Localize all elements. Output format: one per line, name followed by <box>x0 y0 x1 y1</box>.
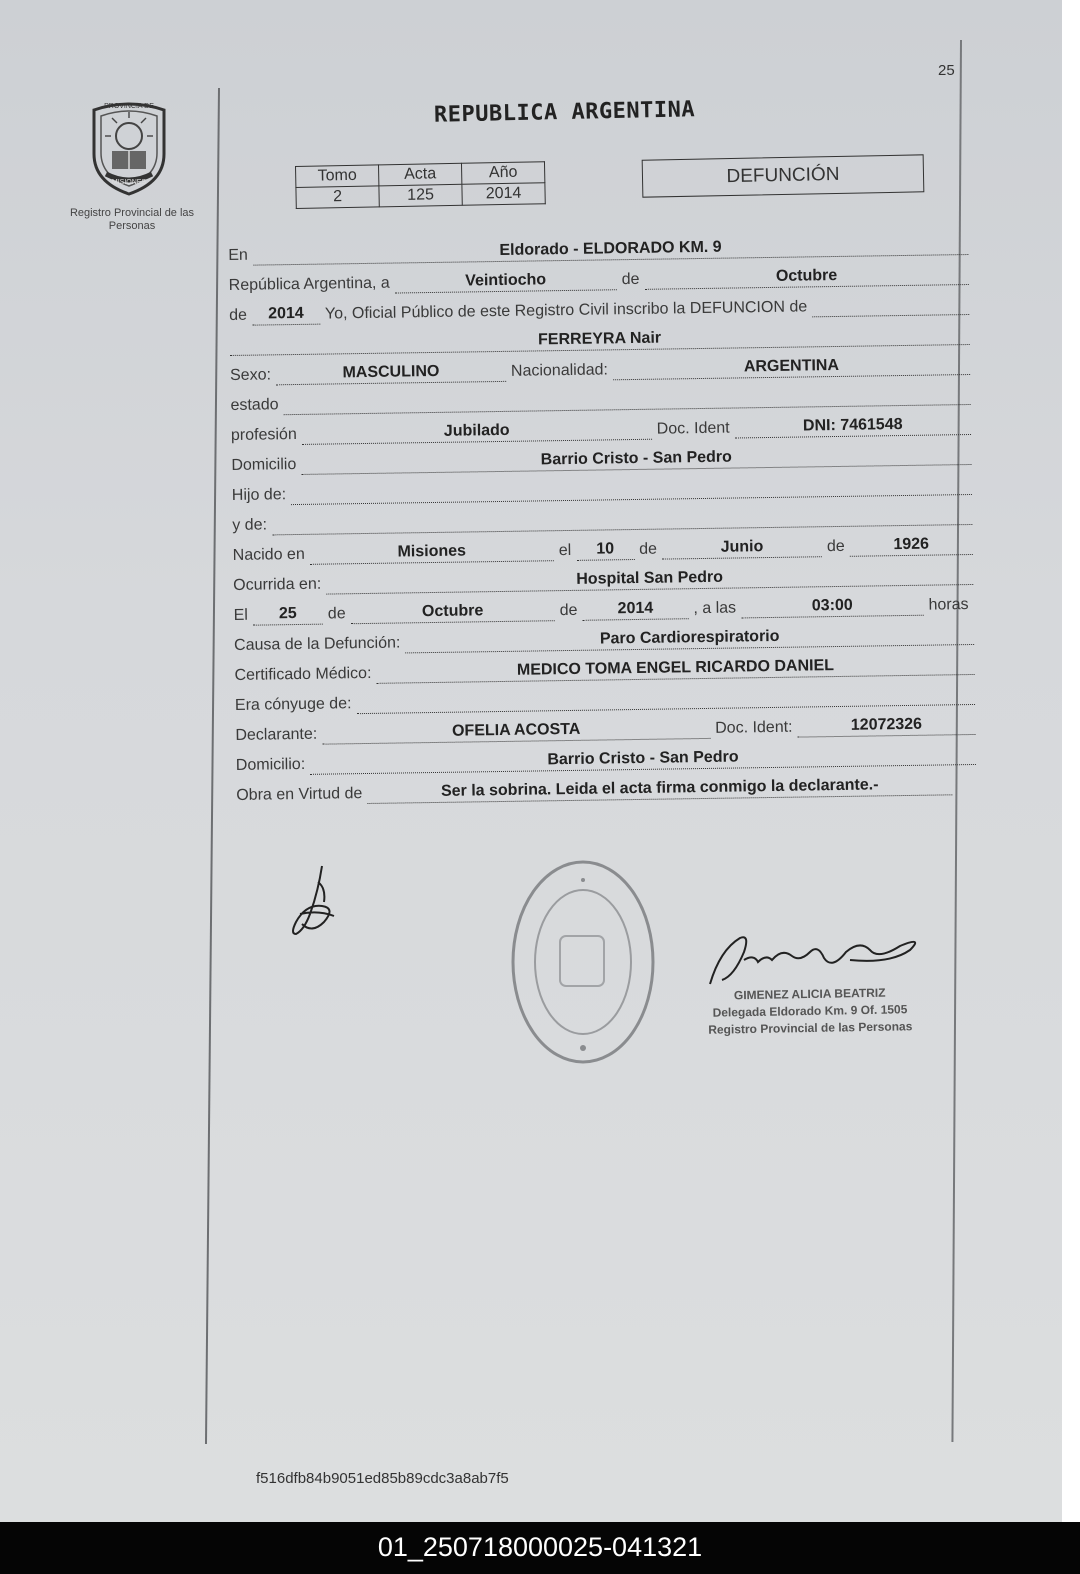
declarant-doc-label: Doc. Ident: <box>715 718 793 737</box>
official-role: Delegada Eldorado Km. 9 Of. 1505 <box>712 1002 908 1020</box>
doc-ident-value: DNI: 7461548 <box>735 414 972 439</box>
certificate-label: Certificado Médico: <box>234 664 372 684</box>
born-place-value: Misiones <box>310 540 554 565</box>
born-el-label: el <box>558 541 572 560</box>
page-number: 25 <box>938 62 955 79</box>
occurred-value: Hospital San Pedro <box>326 564 973 595</box>
place-value: Eldorado - ELDORADO KM. 9 <box>253 234 969 266</box>
year-label: de <box>229 306 248 324</box>
born-label: Nacido en <box>232 545 305 564</box>
year-value: 2014 <box>252 304 320 326</box>
death-month-value: Octubre <box>350 600 554 624</box>
scan-id-bar: 01_250718000025-041321 <box>0 1522 1080 1574</box>
occurred-label: Ocurrida en: <box>233 575 322 594</box>
death-time-value: 03:00 <box>741 595 924 619</box>
official-registry: Registro Provincial de las Personas <box>708 1019 913 1037</box>
tomo-header: Tomo <box>296 165 379 188</box>
death-time-label: , a las <box>693 599 737 618</box>
seal-text-top: PROVINCIA DE <box>104 103 154 110</box>
official-name: GIMENEZ ALICIA BEATRIZ <box>733 985 886 1003</box>
nationality-label: Nacionalidad: <box>510 361 609 380</box>
spouse-label: Era cónyuge de: <box>234 695 352 714</box>
declarant-doc-value: 12072326 <box>797 714 975 738</box>
declarant-domicile-value: Barrio Cristo - San Pedro <box>310 744 976 775</box>
official-stamp-block <box>680 984 941 1040</box>
left-margin-line <box>205 88 220 1444</box>
cause-label: Causa de la Defunción: <box>233 634 401 654</box>
virtue-value: Ser la sobrina. Leida el acta firma conmigo la declarante.- <box>367 774 952 804</box>
death-year-value: 2014 <box>582 598 688 621</box>
domicile-value: Barrio Cristo - San Pedro <box>301 444 971 475</box>
death-day-value: 25 <box>253 604 323 626</box>
province-seal-icon <box>86 96 172 198</box>
death-el-label: El <box>233 606 248 624</box>
certificate-value: MEDICO TOMA ENGEL RICARDO DANIEL <box>376 654 974 684</box>
tomo-value: 2 <box>296 186 379 209</box>
declarant-value: OFELIA ACOSTA <box>322 718 710 745</box>
seal-text-bottom: MISIONES <box>111 179 147 186</box>
born-de2-label: de <box>826 537 845 556</box>
acta-value: 125 <box>379 184 462 207</box>
anio-header: Año <box>461 162 544 185</box>
deceased-name-value: FERREYRA Nair <box>229 324 969 356</box>
born-day-value: 10 <box>576 539 634 561</box>
official-signature <box>700 930 930 990</box>
place-label: En <box>228 246 248 264</box>
nationality-value: ARGENTINA <box>613 354 970 380</box>
born-de1-label: de <box>639 540 658 558</box>
profession-value: Jubilado <box>302 419 652 445</box>
sex-label: Sexo: <box>229 366 272 384</box>
registry-name: Registro Provincial de las Personas <box>69 207 195 232</box>
child-of-label: Hijo de: <box>231 486 287 504</box>
born-year-value: 1926 <box>850 534 973 557</box>
date-day-value: Veintiocho <box>395 269 617 293</box>
civil-status-label: estado <box>230 396 279 414</box>
doc-ident-label: Doc. Ident <box>656 419 730 438</box>
date-de-label: de <box>621 270 640 289</box>
document-hash: f516dfb84b9051ed85b89cdc3a8ab7f5 <box>256 1470 509 1487</box>
profession-label: profesión <box>230 426 297 444</box>
record-table <box>295 161 546 209</box>
domicile-label: Domicilio <box>231 456 297 474</box>
record-type-box: DEFUNCIÓN <box>642 154 925 197</box>
death-hours-label: horas <box>928 596 969 614</box>
country-title: REPUBLICA ARGENTINA <box>433 97 696 128</box>
death-record-form <box>228 225 969 804</box>
acta-header: Acta <box>378 163 461 186</box>
declarant-label: Declarante: <box>235 725 318 744</box>
death-de2-label: de <box>559 601 578 620</box>
anio-value: 2014 <box>462 183 545 206</box>
born-month-value: Junio <box>662 536 822 559</box>
virtue-label: Obra en Virtud de <box>236 785 363 804</box>
date-label: República Argentina, a <box>228 274 390 294</box>
official-stamp <box>508 858 658 1066</box>
date-month-value: Octubre <box>644 264 968 290</box>
registration-text: Yo, Oficial Público de este Registro Civil inscribo la DEFUNCION de <box>324 298 808 323</box>
declarant-domicile-label: Domicilio: <box>235 755 306 774</box>
sex-value: MASCULINO <box>276 361 506 385</box>
death-de1-label: de <box>327 605 346 623</box>
scan-edge <box>1062 0 1080 1522</box>
cause-value: Paro Cardiorespiratorio <box>405 624 974 653</box>
declarant-signature <box>288 862 348 942</box>
and-of-label: y de: <box>232 516 268 534</box>
